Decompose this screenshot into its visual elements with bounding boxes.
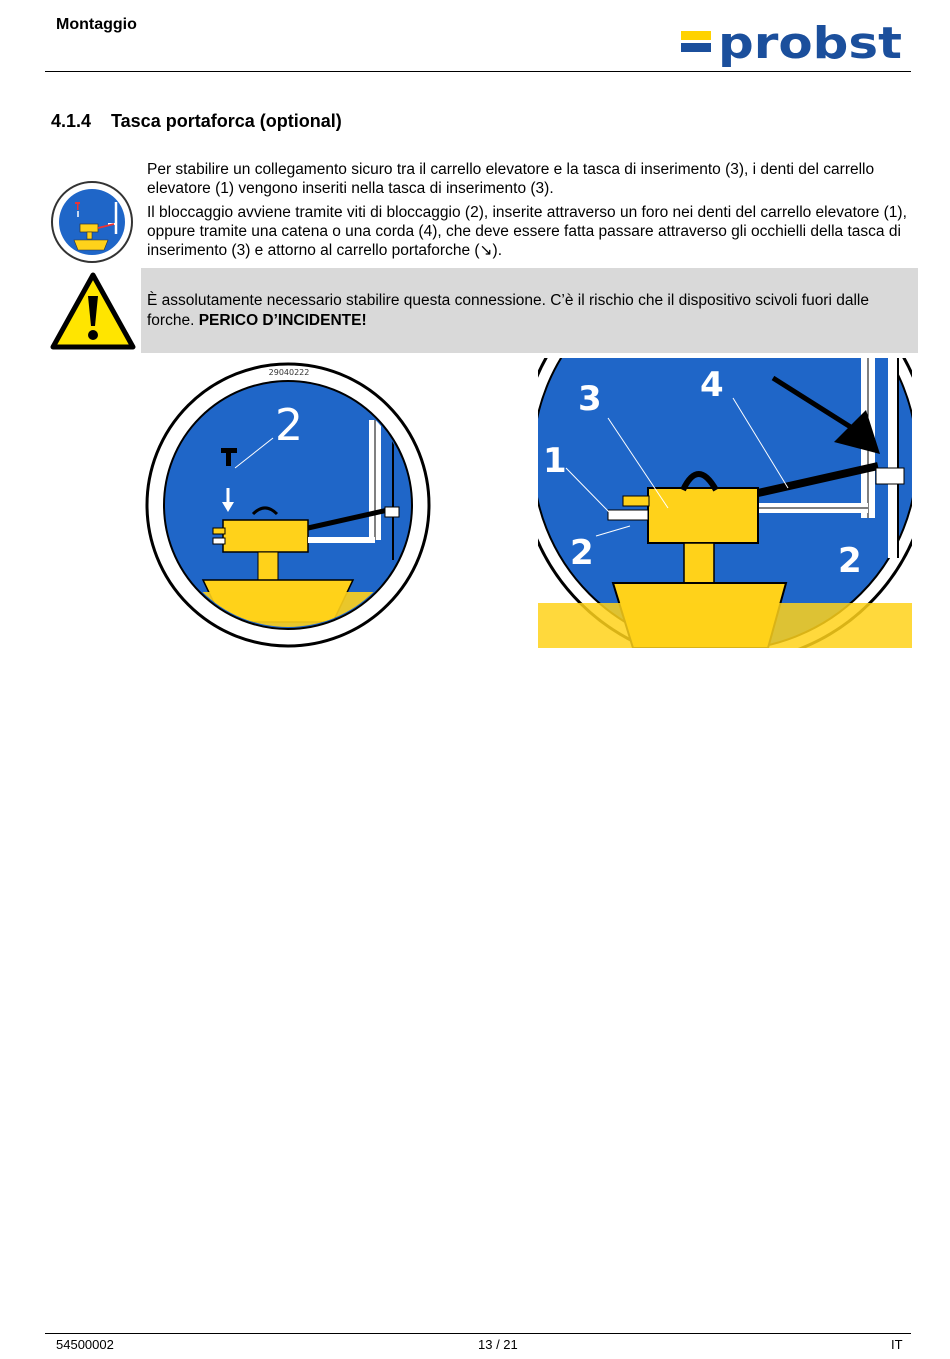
- figure-right-callout-2b: 2: [838, 541, 862, 581]
- figure-right-callout-4: 4: [700, 365, 724, 405]
- warning-message: È assolutamente necessario stabilire questa connessione. C’è il rischio che il dispositivo scivoli fuori dalle forche.: [147, 292, 869, 329]
- figure-right-callout-3: 3: [578, 379, 602, 419]
- footer-language: IT: [891, 1337, 903, 1352]
- header-title: Montaggio: [56, 16, 137, 33]
- figure-left-code: 29040222: [268, 368, 310, 377]
- figure-right: [538, 358, 912, 648]
- warning-triangle-icon: [50, 272, 136, 350]
- figure-right-callout-2a: 2: [570, 533, 594, 573]
- paragraph-1: Per stabilire un collegamento sicuro tra il carrello elevatore e la tasca di inserimento (3), i denti del carrello elevatore (1) vengono inseriti nella tasca di inserimento (3).: [147, 161, 875, 197]
- probst-logo: [678, 20, 906, 68]
- warning-text: [147, 291, 907, 331]
- figure-right-callout-1: 1: [543, 441, 567, 481]
- section-number: 4.1.4: [51, 111, 92, 131]
- svg-text:probst: probst: [718, 20, 902, 68]
- figure-left-callout-2: 2: [275, 400, 303, 451]
- header-rule: [45, 71, 911, 72]
- warning-emphasis: PERICO D’INCIDENTE!: [198, 312, 367, 329]
- figure-left: [143, 360, 433, 650]
- footer-doc-number: 54500002: [56, 1337, 114, 1352]
- instruction-icon: [50, 180, 134, 264]
- footer-page-number: 13 / 21: [478, 1337, 518, 1352]
- section-title: Tasca portaforca (optional): [111, 111, 342, 131]
- footer-rule: [45, 1333, 911, 1334]
- paragraph-2: Il bloccaggio avviene tramite viti di bloccaggio (2), inserite attraverso un foro nei denti del carrello elevatore (1), oppure tramite una catena o una corda (4), che deve essere fatta passare attraverso gli occhielli della tasca di inserimento (3) e attorno al carrello portaforche (↘).: [147, 204, 907, 259]
